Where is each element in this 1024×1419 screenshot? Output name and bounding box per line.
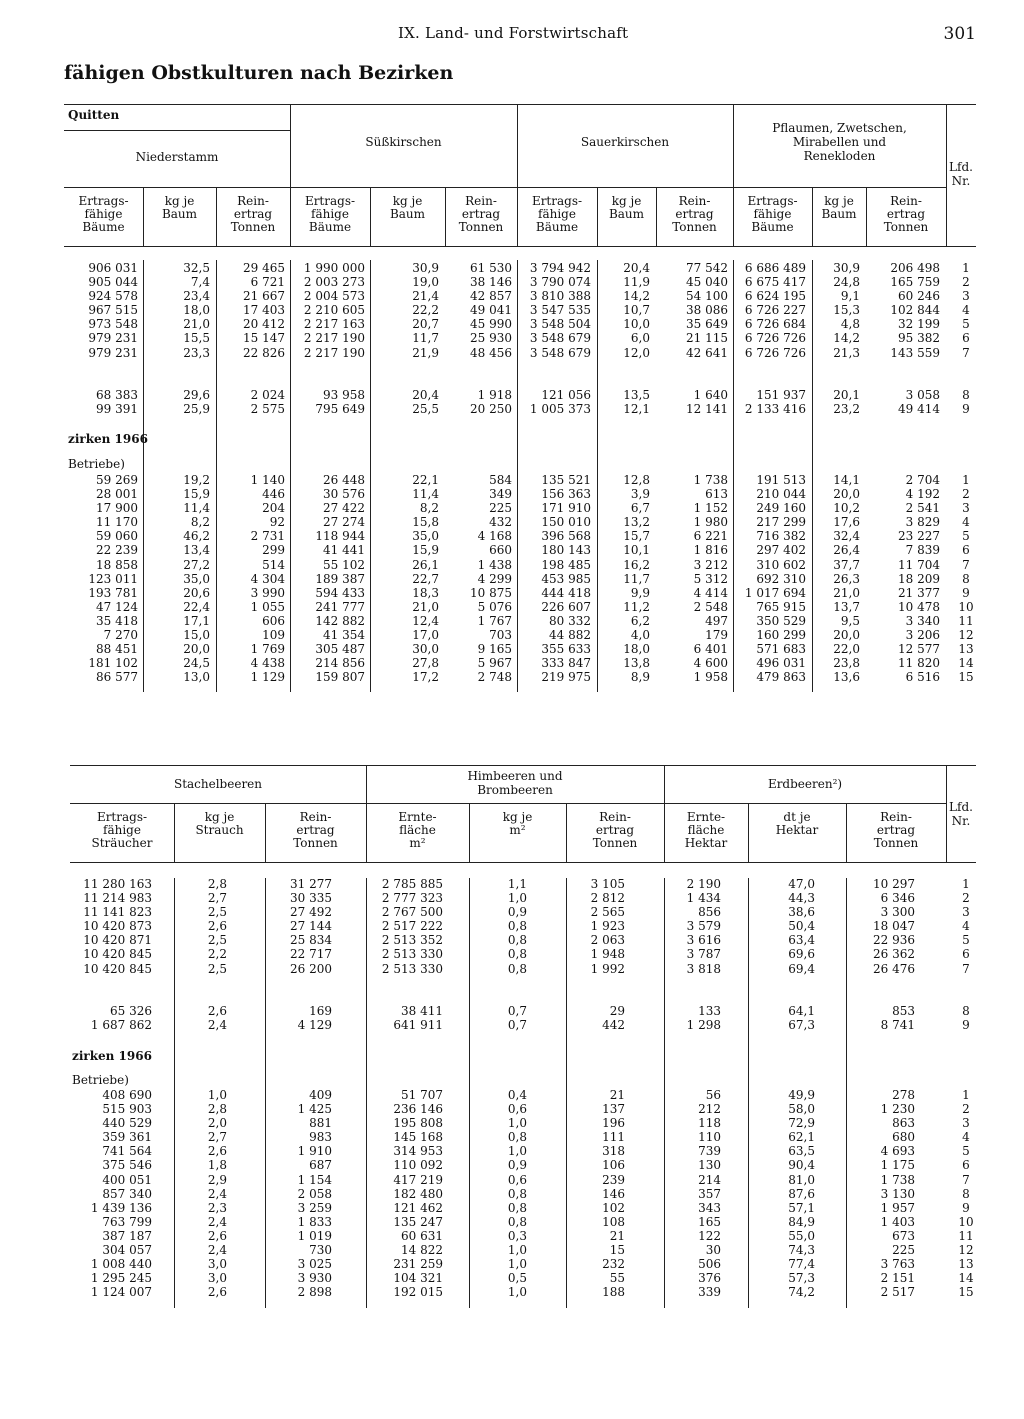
table2-column-header: Rein- ertrag Tonnen xyxy=(592,810,638,850)
table2-block-c-column: 1 2 3 4 5 6 7 8 9 10 11 12 13 14 15 xyxy=(958,1088,974,1300)
table2-block-c-column: 56 212 118 110 739 130 214 357 343 165 122 30 506 376 339 xyxy=(698,1088,721,1300)
table1-column-header: Ertrags- fähige Bäume xyxy=(747,194,798,234)
table1-block-b-column: 20,1 23,2 xyxy=(833,388,860,417)
table2-block-b-column: 0,7 0,7 xyxy=(507,1004,527,1033)
table1-block-a-column: 1 2 3 4 5 6 7 xyxy=(962,261,970,360)
table2-block-a-column: 10 297 6 346 3 300 18 047 22 936 26 362 26 476 xyxy=(873,877,915,976)
table1-block-c-column: 1 738 613 1 152 1 980 6 221 1 816 3 212 5 312 4 414 2 548 497 179 6 401 4 600 1 958 xyxy=(693,473,728,685)
table1-block-b-column: 93 958 795 649 xyxy=(315,388,365,417)
t1-lfd-header: Lfd. Nr. xyxy=(949,160,973,188)
t1-group-header: Niederstamm xyxy=(135,150,219,164)
t1-sub-label: Betriebe) xyxy=(68,457,125,471)
table1-block-a-column: 6 686 489 6 675 417 6 624 195 6 726 227 6 726 684 6 726 726 6 726 726 xyxy=(744,261,806,360)
table1-block-a-column: 29 465 6 721 21 667 17 403 20 412 15 147 22 826 xyxy=(243,261,285,360)
table2-column-header: Ernte- fläche m² xyxy=(398,810,437,850)
table1-block-c-column: 59 269 28 001 17 900 11 170 59 060 22 239 18 858 123 011 193 781 47 124 35 418 7 270 88 451 181 102 86 577 xyxy=(88,473,138,685)
table1-block-a-column: 32,5 7,4 23,4 18,0 21,0 15,5 23,3 xyxy=(183,261,210,360)
table1-block-c-column: 14,1 20,0 10,2 17,6 32,4 26,4 37,7 26,3 21,0 13,7 9,5 20,0 22,0 23,8 13,6 xyxy=(833,473,860,685)
table1-column-header: Ertrags- fähige Bäume xyxy=(78,194,129,234)
page-number: 301 xyxy=(943,24,976,44)
table1-block-a-column: 1 990 000 2 003 273 2 004 573 2 210 605 2 217 163 2 217 190 2 217 190 xyxy=(303,261,365,360)
table1-block-a-column: 30,9 24,8 9,1 15,3 4,8 14,2 21,3 xyxy=(833,261,860,360)
t2-group-header: Himbeeren und Brombeeren xyxy=(467,769,563,797)
table2-block-b-column: 29 442 xyxy=(602,1004,625,1033)
table2-block-b-column: 64,1 67,3 xyxy=(788,1004,815,1033)
table2-block-b-column: 65 326 1 687 862 xyxy=(90,1004,152,1033)
table2-block-b-column: 169 4 129 xyxy=(297,1004,332,1033)
t1-top-rule xyxy=(64,104,976,105)
table1-block-c-column: 1 2 3 4 5 6 7 8 9 10 11 12 13 14 15 xyxy=(958,473,974,685)
table2-column-header: Rein- ertrag Tonnen xyxy=(873,810,919,850)
table2-block-c-column: 409 1 425 881 983 1 910 687 1 154 2 058 3 259 1 833 1 019 730 3 025 3 930 2 898 xyxy=(297,1088,332,1300)
table1-block-b-column: 20,4 25,5 xyxy=(412,388,439,417)
table2-block-a-column: 31 277 30 335 27 492 27 144 25 834 22 717 26 200 xyxy=(290,877,332,976)
t2-group-header: Erdbeeren²) xyxy=(767,777,843,791)
t1-group-header: Sauerkirschen xyxy=(580,135,670,149)
t1-group-rule xyxy=(64,187,946,188)
table2-block-c-column: 278 1 230 863 680 4 693 1 175 1 738 3 130 1 957 1 403 673 225 3 763 2 151 2 517 xyxy=(880,1088,915,1300)
table1-block-b-column: 8 9 xyxy=(962,388,970,417)
table1-column-header: kg je Baum xyxy=(389,194,426,221)
t2-section-label: zirken 1966 xyxy=(72,1049,152,1063)
table2-block-c-column: 51 707 236 146 195 808 145 168 314 953 110 092 417 219 182 480 121 462 135 247 60 631 14 822 231 259 104 321 192 015 xyxy=(393,1088,443,1300)
t2-top-rule xyxy=(70,765,976,766)
table2-block-b-column: 133 1 298 xyxy=(686,1004,721,1033)
table1-block-c-column: 22,1 11,4 8,2 15,8 35,0 15,9 26,1 22,7 18,3 21,0 12,4 17,0 30,0 27,8 17,2 xyxy=(412,473,439,685)
table2-column-header: Rein- ertrag Tonnen xyxy=(293,810,338,850)
table1-block-c-column: 19,2 15,9 11,4 8,2 46,2 13,4 27,2 35,0 20,6 22,4 17,1 15,0 20,0 24,5 13,0 xyxy=(183,473,210,685)
table1-column-header: Ertrags- fähige Bäume xyxy=(304,194,356,234)
table2-block-b-column: 2,6 2,4 xyxy=(207,1004,227,1033)
table2-block-c-column: 408 690 515 903 440 529 359 361 741 564 375 546 400 051 857 340 1 439 136 763 799 387 187 304 057 1 008 440 1 295 245 1 124 007 xyxy=(90,1088,152,1300)
page-title: fähigen Obstkulturen nach Bezirken xyxy=(64,62,454,84)
table1-block-a-column: 77 542 45 040 54 100 38 086 35 649 21 115 42 641 xyxy=(686,261,728,360)
table1-block-b-column: 29,6 25,9 xyxy=(183,388,210,417)
table1-block-c-column: 584 349 225 432 4 168 660 1 438 4 299 10 875 5 076 1 767 703 9 165 5 967 2 748 xyxy=(470,473,512,685)
table2-column-header: Ertrags- fähige Sträucher xyxy=(91,810,153,850)
table2-block-b-column: 38 411 641 911 xyxy=(393,1004,443,1033)
table1-block-c-column: 191 513 210 044 249 160 217 299 716 382 297 402 310 602 692 310 1 017 694 765 915 350 529 160 299 571 683 496 031 479 863 xyxy=(744,473,806,685)
table1-block-c-column: 2 704 4 192 2 541 3 829 23 227 7 839 11 704 18 209 21 377 10 478 3 340 3 206 12 577 11 820 6 516 xyxy=(898,473,940,685)
table2-block-a-column: 2 190 1 434 856 3 579 3 616 3 787 3 818 xyxy=(686,877,721,976)
running-head: IX. Land- und Forstwirtschaft xyxy=(398,24,629,42)
t2-header-rule xyxy=(70,862,976,863)
table1-block-b-column: 121 056 1 005 373 xyxy=(529,388,591,417)
table1-block-b-column: 13,5 12,1 xyxy=(623,388,650,417)
table1-block-b-column: 1 640 12 141 xyxy=(686,388,728,417)
table1-block-c-column: 26 448 30 576 27 422 27 274 118 944 41 441 55 102 189 387 594 433 241 777 142 882 41 354 305 487 214 856 159 807 xyxy=(315,473,365,685)
table2-column-header: kg je Strauch xyxy=(195,810,244,837)
table1-block-b-column: 3 058 49 414 xyxy=(898,388,940,417)
table2-column-header: Ernte- fläche Hektar xyxy=(684,810,728,850)
table1-column-header: Rein- ertrag Tonnen xyxy=(230,194,276,234)
table1-column-header: Rein- ertrag Tonnen xyxy=(458,194,504,234)
table2-block-a-column: 47,0 44,3 38,6 50,4 63,4 69,6 69,4 xyxy=(788,877,815,976)
table1-block-b-column: 68 383 99 391 xyxy=(96,388,138,417)
t1-quitten-label: Quitten xyxy=(68,108,120,122)
table2-block-a-column: 1,1 1,0 0,9 0,8 0,8 0,8 0,8 xyxy=(507,877,527,976)
table2-block-c-column: 21 137 196 111 318 106 239 146 102 108 21 15 232 55 188 xyxy=(602,1088,625,1300)
table1-block-b-column: 1 918 20 250 xyxy=(470,388,512,417)
table1-block-c-column: 135 521 156 363 171 910 150 010 396 568 180 143 198 485 453 985 444 418 226 607 80 332 44 882 355 633 333 847 219 975 xyxy=(541,473,591,685)
table2-column-header: kg je m² xyxy=(502,810,533,837)
table1-block-b-column: 2 024 2 575 xyxy=(250,388,285,417)
table1-block-a-column: 30,9 19,0 21,4 22,2 20,7 11,7 21,9 xyxy=(412,261,439,360)
table2-block-a-column: 11 280 163 11 214 983 11 141 823 10 420 873 10 420 871 10 420 845 10 420 845 xyxy=(83,877,152,976)
table1-column-header: kg je Baum xyxy=(161,194,198,221)
table1-block-a-column: 20,4 11,9 14,2 10,7 10,0 6,0 12,0 xyxy=(623,261,650,360)
t2-group-header: Stachelbeeren xyxy=(173,777,263,791)
table2-block-a-column: 3 105 2 812 2 565 1 923 2 063 1 948 1 992 xyxy=(590,877,625,976)
table1-block-a-column: 61 530 38 146 42 857 49 041 45 990 25 930 48 456 xyxy=(470,261,512,360)
t1-group-header: Pflaumen, Zwetschen, Mirabellen und Renekloden xyxy=(772,121,907,163)
table2-block-c-column: 0,4 0,6 1,0 0,8 1,0 0,9 0,6 0,8 0,8 0,8 0,3 1,0 1,0 0,5 1,0 xyxy=(507,1088,527,1300)
table2-block-c-column: 49,9 58,0 72,9 62,1 63,5 90,4 81,0 87,6 57,1 84,9 55,0 74,3 77,4 57,3 74,2 xyxy=(788,1088,815,1300)
table1-column-header: Ertrags- fähige Bäume xyxy=(531,194,583,234)
table1-block-a-column: 206 498 165 759 60 246 102 844 32 199 95 382 143 559 xyxy=(890,261,940,360)
table1-block-a-column: 906 031 905 044 924 578 967 515 973 548 979 231 979 231 xyxy=(88,261,138,360)
table1-block-c-column: 1 140 446 204 92 2 731 299 514 4 304 3 990 1 055 606 109 1 769 4 438 1 129 xyxy=(250,473,285,685)
table2-block-a-column: 1 2 3 4 5 6 7 xyxy=(962,877,970,976)
table1-block-a-column: 3 794 942 3 790 074 3 810 388 3 547 535 3 548 504 3 548 679 3 548 679 xyxy=(529,261,591,360)
table1-block-b-column: 151 937 2 133 416 xyxy=(744,388,806,417)
table2-block-b-column: 8 9 xyxy=(962,1004,970,1033)
table1-block-c-column: 12,8 3,9 6,7 13,2 15,7 10,1 16,2 11,7 9,9 11,2 6,2 4,0 18,0 13,8 8,9 xyxy=(623,473,650,685)
t1-group-header: Süßkirschen xyxy=(365,135,442,149)
table1-column-header: kg je Baum xyxy=(821,194,857,221)
table2-column-header: dt je Hektar xyxy=(775,810,819,837)
t1-section-label: zirken 1966 xyxy=(68,432,148,446)
t1-header-rule xyxy=(64,246,976,247)
t2-group-rule xyxy=(70,803,946,804)
table1-column-header: kg je Baum xyxy=(608,194,645,221)
t2-lfd-header: Lfd. Nr. xyxy=(949,800,973,828)
table2-block-a-column: 2 785 885 2 777 323 2 767 500 2 517 222 2 513 352 2 513 330 2 513 330 xyxy=(381,877,443,976)
table2-block-a-column: 2,8 2,7 2,5 2,6 2,5 2,2 2,5 xyxy=(207,877,227,976)
t1-quitten-rule xyxy=(64,130,290,131)
table1-column-header: Rein- ertrag Tonnen xyxy=(883,194,929,234)
table2-block-c-column: 1,0 2,8 2,0 2,7 2,6 1,8 2,9 2,4 2,3 2,4 2,6 2,4 3,0 3,0 2,6 xyxy=(207,1088,227,1300)
t2-sub-label: Betriebe) xyxy=(72,1073,129,1087)
table1-column-header: Rein- ertrag Tonnen xyxy=(672,194,717,234)
table2-block-b-column: 853 8 741 xyxy=(880,1004,915,1033)
